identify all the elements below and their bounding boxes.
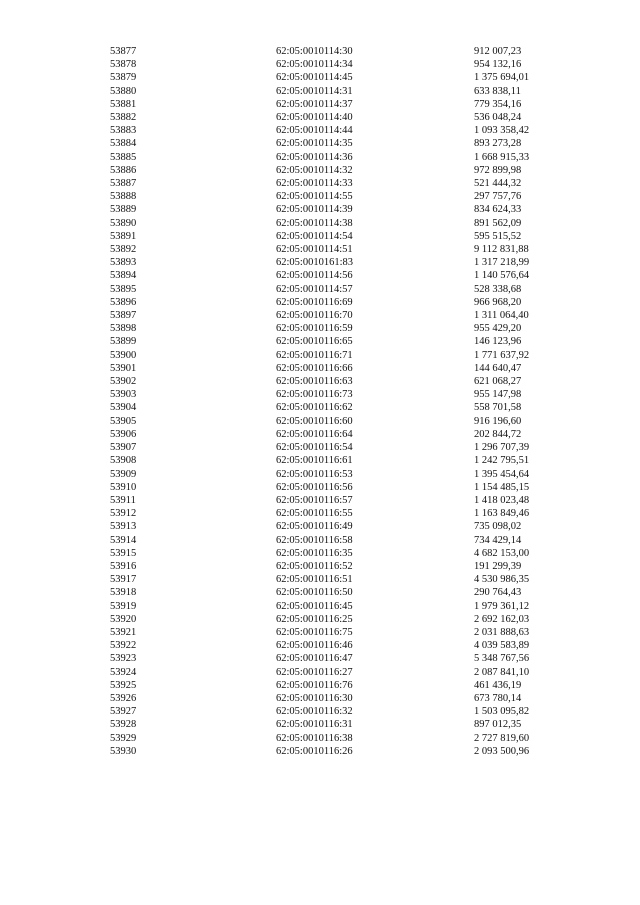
row-number-cell: 53893 [110,257,137,269]
cadastral-number-cell: 62:05:0010116:56 [276,481,353,493]
row-number-cell: 53922 [110,640,137,652]
table-row [110,626,574,639]
cadastral-number-cell: 62:05:0010116:26 [276,745,353,757]
row-number-cell: 53926 [110,692,137,704]
cadastral-value-cell: 891 562,09 [474,217,522,229]
cadastral-value-cell: 558 701,58 [474,402,522,414]
cadastral-value-cell: 916 196,60 [474,415,522,427]
table-row [110,335,574,348]
cadastral-number-cell: 62:05:0010116:70 [276,310,353,322]
row-number-cell: 53889 [110,204,137,216]
cadastral-number-cell: 62:05:0010116:35 [276,547,353,559]
table-row [110,705,574,718]
row-number-cell: 53911 [110,494,136,506]
cadastral-value-cell: 735 098,02 [474,521,522,533]
cadastral-number-cell: 62:05:0010114:39 [276,204,353,216]
cadastral-value-cell: 4 530 986,35 [474,574,530,586]
cadastral-value-cell: 290 764,43 [474,587,522,599]
cadastral-number-cell: 62:05:0010114:36 [276,151,353,163]
row-number-cell: 53898 [110,323,137,335]
table-row [110,586,574,599]
table-row [110,111,574,124]
cadastral-number-cell: 62:05:0010114:51 [276,244,353,256]
row-number-cell: 53924 [110,666,137,678]
cadastral-value-cell: 297 757,76 [474,191,522,203]
table-row [110,375,574,388]
table-row [110,428,574,441]
cadastral-value-cell: 2 093 500,96 [474,745,530,757]
cadastral-number-cell: 62:05:0010114:54 [276,230,353,242]
table-row [110,718,574,731]
row-number-cell: 53896 [110,296,137,308]
cadastral-value-table [110,45,574,758]
table-row [110,560,574,573]
table-row [110,151,574,164]
cadastral-value-cell: 2 727 819,60 [474,732,530,744]
cadastral-number-cell: 62:05:0010114:37 [276,98,353,110]
cadastral-value-cell: 1 395 454,64 [474,468,530,480]
table-row [110,692,574,705]
table-row [110,415,574,428]
row-number-cell: 53884 [110,138,137,150]
table-row [110,454,574,467]
row-number-cell: 53878 [110,59,137,71]
table-row [110,388,574,401]
cadastral-value-cell: 595 515,52 [474,230,522,242]
row-number-cell: 53905 [110,415,137,427]
table-row [110,349,574,362]
cadastral-value-cell: 912 007,23 [474,46,522,57]
table-row [110,468,574,481]
row-number-cell: 53929 [110,732,137,744]
cadastral-number-cell: 62:05:0010114:32 [276,164,353,176]
row-number-cell: 53915 [110,547,137,559]
cadastral-value-cell: 1 296 707,39 [474,442,530,454]
cadastral-number-cell: 62:05:0010114:55 [276,191,353,203]
cadastral-number-cell: 62:05:0010116:54 [276,442,353,454]
table-row [110,600,574,613]
cadastral-value-cell: 955 429,20 [474,323,522,335]
row-number-cell: 53882 [110,112,137,124]
cadastral-value-cell: 955 147,98 [474,389,522,401]
row-number-cell: 53908 [110,455,137,467]
row-number-cell: 53913 [110,521,137,533]
cadastral-value-cell: 2 031 888,63 [474,626,530,638]
row-number-cell: 53930 [110,745,137,757]
row-number-cell: 53927 [110,706,137,718]
cadastral-number-cell: 62:05:0010116:57 [276,494,353,506]
cadastral-value-cell: 1 154 485,15 [474,481,530,493]
table-row [110,85,574,98]
row-number-cell: 53877 [110,46,137,57]
cadastral-value-cell: 972 899,98 [474,164,522,176]
cadastral-value-cell: 897 012,35 [474,719,522,731]
row-number-cell: 53895 [110,283,137,295]
row-number-cell: 53916 [110,560,137,572]
row-number-cell: 53919 [110,600,137,612]
table-row [110,481,574,494]
table-row [110,269,574,282]
row-number-cell: 53909 [110,468,137,480]
table-row [110,613,574,626]
row-number-cell: 53897 [110,310,137,322]
cadastral-number-cell: 62:05:0010116:49 [276,521,353,533]
row-number-cell: 53920 [110,613,137,625]
row-number-cell: 53907 [110,442,137,454]
row-number-cell: 53923 [110,653,137,665]
cadastral-number-cell: 62:05:0010116:38 [276,732,353,744]
table-row [110,534,574,547]
cadastral-number-cell: 62:05:0010116:50 [276,587,353,599]
row-number-cell: 53894 [110,270,137,282]
cadastral-value-cell: 1 375 694,01 [474,72,530,84]
cadastral-value-cell: 146 123,96 [474,336,522,348]
table-row [110,507,574,520]
table-row [110,494,574,507]
cadastral-number-cell: 62:05:0010116:46 [276,640,353,652]
cadastral-number-cell: 62:05:0010116:45 [276,600,353,612]
cadastral-value-cell: 521 444,32 [474,178,522,190]
table-row [110,177,574,190]
cadastral-value-cell: 4 682 153,00 [474,547,530,559]
cadastral-number-cell: 62:05:0010116:32 [276,706,353,718]
cadastral-number-cell: 62:05:0010116:64 [276,428,353,440]
cadastral-value-cell: 1 979 361,12 [474,600,530,612]
cadastral-value-cell: 528 338,68 [474,283,522,295]
table-row [110,71,574,84]
table-row [110,520,574,533]
cadastral-value-cell: 536 048,24 [474,112,522,124]
row-number-cell: 53918 [110,587,137,599]
cadastral-number-cell: 62:05:0010114:35 [276,138,353,150]
cadastral-value-cell: 1 418 023,48 [474,494,530,506]
row-number-cell: 53914 [110,534,137,546]
row-number-cell: 53879 [110,72,137,84]
cadastral-number-cell: 62:05:0010114:40 [276,112,353,124]
cadastral-value-cell: 1 140 576,64 [474,270,530,282]
row-number-cell: 53921 [110,626,137,638]
table-row [110,666,574,679]
cadastral-number-cell: 62:05:0010114:57 [276,283,353,295]
table-row [110,164,574,177]
cadastral-value-cell: 9 112 831,88 [474,244,529,256]
cadastral-value-cell: 1 503 095,82 [474,706,530,718]
cadastral-number-cell: 62:05:0010116:58 [276,534,353,546]
table-row [110,124,574,137]
cadastral-value-cell: 1 668 915,33 [474,151,530,163]
cadastral-value-cell: 191 299,39 [474,560,522,572]
table-row [110,217,574,230]
row-number-cell: 53899 [110,336,137,348]
cadastral-value-cell: 1 242 795,51 [474,455,530,467]
cadastral-number-cell: 62:05:0010116:75 [276,626,353,638]
row-number-cell: 53910 [110,481,137,493]
cadastral-value-cell: 779 354,16 [474,98,522,110]
row-number-cell: 53890 [110,217,137,229]
cadastral-value-cell: 954 132,16 [474,59,522,71]
cadastral-number-cell: 62:05:0010114:56 [276,270,353,282]
cadastral-value-cell: 1 771 637,92 [474,349,530,361]
cadastral-value-cell: 1 317 218,99 [474,257,530,269]
table-row [110,362,574,375]
cadastral-value-cell: 1 163 849,46 [474,508,530,520]
cadastral-number-cell: 62:05:0010116:76 [276,679,353,691]
cadastral-value-cell: 734 429,14 [474,534,522,546]
cadastral-number-cell: 62:05:0010116:61 [276,455,353,467]
row-number-cell: 53888 [110,191,137,203]
cadastral-number-cell: 62:05:0010116:27 [276,666,353,678]
row-number-cell: 53902 [110,376,137,388]
cadastral-number-cell: 62:05:0010116:25 [276,613,353,625]
row-number-cell: 53880 [110,85,137,97]
table-row [110,547,574,560]
cadastral-value-cell: 966 968,20 [474,296,522,308]
table-row [110,190,574,203]
cadastral-value-cell: 2 087 841,10 [474,666,530,678]
cadastral-number-cell: 62:05:0010116:51 [276,574,353,586]
table-row [110,401,574,414]
row-number-cell: 53887 [110,178,137,190]
cadastral-number-cell: 62:05:0010114:38 [276,217,353,229]
row-number-cell: 53912 [110,508,137,520]
cadastral-number-cell: 62:05:0010116:66 [276,362,353,374]
table-row [110,441,574,454]
table-row [110,732,574,745]
cadastral-value-cell: 144 640,47 [474,362,522,374]
table-row [110,296,574,309]
cadastral-value-cell: 2 692 162,03 [474,613,530,625]
table-row [110,45,574,58]
row-number-cell: 53925 [110,679,137,691]
cadastral-number-cell: 62:05:0010114:44 [276,125,353,137]
table-row [110,98,574,111]
table-row [110,256,574,269]
cadastral-number-cell: 62:05:0010116:59 [276,323,353,335]
cadastral-number-cell: 62:05:0010116:31 [276,719,353,731]
table-row [110,203,574,216]
cadastral-number-cell: 62:05:0010116:71 [276,349,353,361]
table-row [110,309,574,322]
cadastral-number-cell: 62:05:0010116:30 [276,692,353,704]
row-number-cell: 53881 [110,98,137,110]
cadastral-value-cell: 1 311 064,40 [474,310,529,322]
cadastral-value-cell: 1 093 358,42 [474,125,530,137]
cadastral-number-cell: 62:05:0010116:73 [276,389,353,401]
cadastral-number-cell: 62:05:0010116:47 [276,653,353,665]
table-row [110,58,574,71]
cadastral-value-cell: 5 348 767,56 [474,653,530,665]
row-number-cell: 53892 [110,244,137,256]
row-number-cell: 53883 [110,125,137,137]
table-row [110,283,574,296]
cadastral-value-cell: 4 039 583,89 [474,640,530,652]
row-number-cell: 53903 [110,389,137,401]
table-row [110,745,574,758]
cadastral-value-cell: 202 844,72 [474,428,522,440]
cadastral-number-cell: 62:05:0010116:55 [276,508,353,520]
row-number-cell: 53901 [110,362,137,374]
table-row [110,652,574,665]
cadastral-number-cell: 62:05:0010116:52 [276,560,353,572]
row-number-cell: 53917 [110,574,137,586]
cadastral-value-cell: 834 624,33 [474,204,522,216]
cadastral-value-cell: 621 068,27 [474,376,522,388]
row-number-cell: 53928 [110,719,137,731]
cadastral-value-cell: 633 838,11 [474,85,521,97]
table-row [110,573,574,586]
cadastral-number-cell: 62:05:0010114:30 [276,46,353,57]
cadastral-value-cell: 893 273,28 [474,138,522,150]
table-body [110,45,574,758]
table-row [110,230,574,243]
cadastral-number-cell: 62:05:0010116:62 [276,402,353,414]
cadastral-number-cell: 62:05:0010114:34 [276,59,353,71]
row-number-cell: 53904 [110,402,137,414]
table-row [110,639,574,652]
table-row [110,322,574,335]
cadastral-number-cell: 62:05:0010116:53 [276,468,353,480]
cadastral-value-cell: 461 436,19 [474,679,522,691]
cadastral-number-cell: 62:05:0010161:83 [276,257,354,269]
cadastral-number-cell: 62:05:0010116:63 [276,376,353,388]
cadastral-number-cell: 62:05:0010114:33 [276,178,353,190]
row-number-cell: 53891 [110,230,137,242]
cadastral-number-cell: 62:05:0010116:60 [276,415,353,427]
table-row [110,137,574,150]
cadastral-number-cell: 62:05:0010116:69 [276,296,353,308]
table-row [110,243,574,256]
row-number-cell: 53886 [110,164,137,176]
cadastral-value-cell: 673 780,14 [474,692,522,704]
row-number-cell: 53900 [110,349,137,361]
cadastral-number-cell: 62:05:0010116:65 [276,336,353,348]
row-number-cell: 53885 [110,151,137,163]
cadastral-number-cell: 62:05:0010114:31 [276,85,353,97]
row-number-cell: 53906 [110,428,137,440]
cadastral-number-cell: 62:05:0010114:45 [276,72,353,84]
table-row [110,679,574,692]
